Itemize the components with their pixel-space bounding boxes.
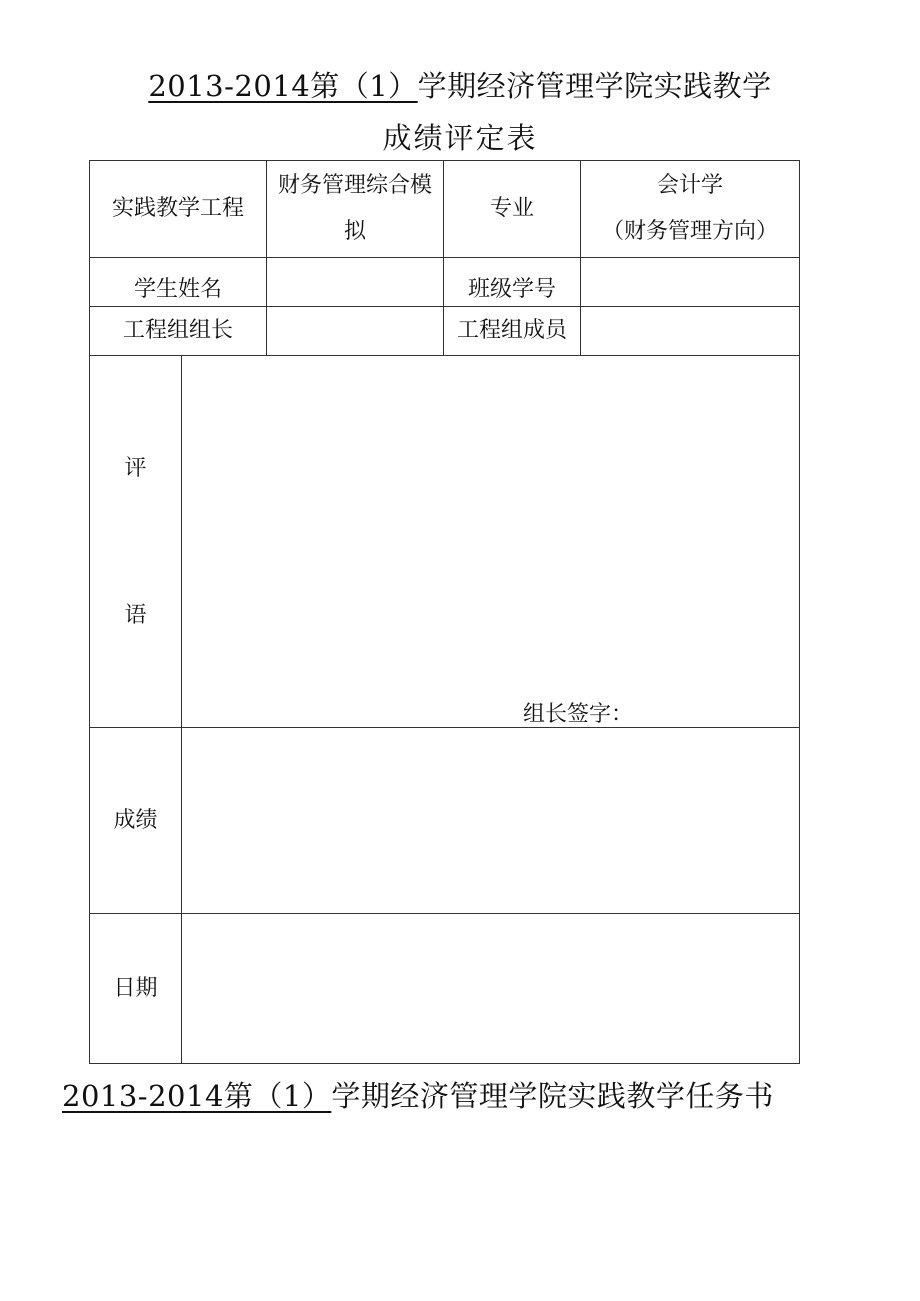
title-semester: 2013-2014第（1） bbox=[148, 69, 418, 103]
project-value bbox=[267, 161, 443, 257]
title-main: 学期经济管理学院实践教学 bbox=[417, 69, 772, 103]
document-title-line1 bbox=[0, 64, 920, 105]
leader-signature-label: 组长签字： bbox=[523, 702, 634, 727]
major-value-line1: 会计学 bbox=[656, 173, 723, 198]
project-label: 实践教学工程 bbox=[111, 196, 244, 221]
comments-field[interactable] bbox=[182, 356, 799, 727]
date-label: 日期 bbox=[113, 976, 158, 1001]
next-title-main: 学期经济管理学院实践教学任务书 bbox=[331, 1079, 774, 1113]
major-value bbox=[581, 161, 799, 257]
major-label: 专业 bbox=[489, 196, 534, 221]
class-id-label: 班级学号 bbox=[467, 276, 556, 302]
project-value-line1: 财务管理综合模 bbox=[277, 173, 432, 198]
student-name-label: 学生姓名 bbox=[133, 276, 222, 302]
score-field[interactable] bbox=[182, 728, 799, 913]
score-label: 成绩 bbox=[113, 808, 158, 833]
project-value-line2: 拟 bbox=[343, 219, 366, 244]
date-field[interactable] bbox=[182, 914, 799, 1063]
group-members-label: 工程组成员 bbox=[456, 318, 567, 343]
comments-label-char1: 评 bbox=[124, 456, 147, 481]
next-title-semester: 2013-2014第（1） bbox=[62, 1079, 332, 1113]
major-value-line2: （财务管理方向） bbox=[601, 219, 778, 244]
student-name-value[interactable] bbox=[267, 258, 443, 306]
table-border-bottom bbox=[89, 1063, 800, 1064]
group-members-value[interactable] bbox=[581, 307, 799, 355]
class-id-value[interactable] bbox=[581, 258, 799, 306]
table-border-right bbox=[799, 160, 800, 1064]
document-title-line2: 成绩评定表 bbox=[382, 121, 538, 155]
next-section-title bbox=[62, 1074, 774, 1115]
group-leader-value[interactable] bbox=[267, 307, 443, 355]
group-leader-label: 工程组组长 bbox=[122, 318, 233, 343]
comments-label-char2: 语 bbox=[124, 603, 147, 628]
